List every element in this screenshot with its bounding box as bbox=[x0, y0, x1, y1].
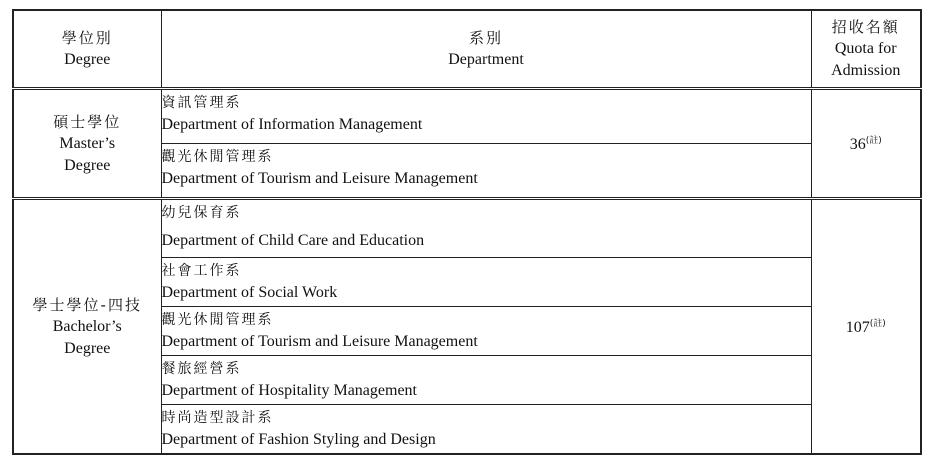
department-en: Department of Social Work bbox=[161, 284, 338, 301]
department-en: Department of Fashion Styling and Design bbox=[161, 431, 436, 448]
department-cell bbox=[161, 199, 811, 258]
quota-value: 107 bbox=[845, 319, 870, 336]
degree-en-line1: Bachelor’s bbox=[52, 317, 122, 335]
department-zh: 時尚造型設計系 bbox=[161, 410, 274, 426]
degree-cell-masters bbox=[13, 89, 161, 199]
degree-en-line1: Master’s bbox=[59, 134, 116, 152]
quota-cell-masters bbox=[811, 89, 921, 199]
degree-en-line2: Degree bbox=[64, 156, 111, 174]
department-en: Department of Tourism and Leisure Management bbox=[161, 333, 478, 350]
degree-header bbox=[13, 10, 161, 89]
degree-en-line2: Degree bbox=[64, 339, 111, 357]
admission-quota-table bbox=[12, 9, 922, 455]
department-zh: 幼兒保育系 bbox=[161, 205, 242, 221]
quota-header-zh: 招收名額 bbox=[831, 18, 900, 36]
header-row bbox=[13, 10, 921, 89]
department-zh: 資訊管理系 bbox=[161, 95, 242, 111]
quota-value: 36 bbox=[849, 136, 866, 153]
degree-zh: 學士學位-四技 bbox=[32, 295, 142, 314]
degree-cell-bachelors bbox=[13, 199, 161, 455]
department-cell bbox=[161, 89, 811, 144]
department-en: Department of Information Management bbox=[161, 116, 423, 133]
quota-header bbox=[811, 10, 921, 89]
quota-cell-bachelors bbox=[811, 199, 921, 455]
department-header bbox=[161, 10, 811, 89]
table-row bbox=[13, 199, 921, 258]
department-cell bbox=[161, 258, 811, 307]
department-zh: 餐旅經營系 bbox=[161, 361, 242, 377]
department-zh: 觀光休閒管理系 bbox=[161, 312, 274, 328]
department-en: Department of Tourism and Leisure Management bbox=[161, 170, 478, 187]
degree-header-zh: 學位別 bbox=[61, 29, 113, 47]
department-header-en: Department bbox=[448, 51, 524, 68]
department-header-zh: 系別 bbox=[468, 29, 503, 47]
department-zh: 觀光休閒管理系 bbox=[161, 149, 274, 165]
department-cell bbox=[161, 356, 811, 405]
degree-header-en: Degree bbox=[64, 51, 111, 68]
table-row bbox=[13, 89, 921, 144]
department-zh: 社會工作系 bbox=[161, 263, 242, 279]
department-cell bbox=[161, 144, 811, 199]
quota-header-en-line1: Quota for bbox=[834, 40, 897, 57]
quota-note: (註) bbox=[869, 319, 886, 329]
department-en: Department of Hospitality Management bbox=[161, 382, 417, 399]
degree-zh: 碩士學位 bbox=[53, 112, 122, 131]
quota-note: (註) bbox=[865, 136, 882, 146]
department-cell bbox=[161, 307, 811, 356]
department-en: Department of Child Care and Education bbox=[161, 232, 425, 249]
department-cell bbox=[161, 405, 811, 455]
quota-header-en-line2: Admission bbox=[831, 62, 901, 79]
